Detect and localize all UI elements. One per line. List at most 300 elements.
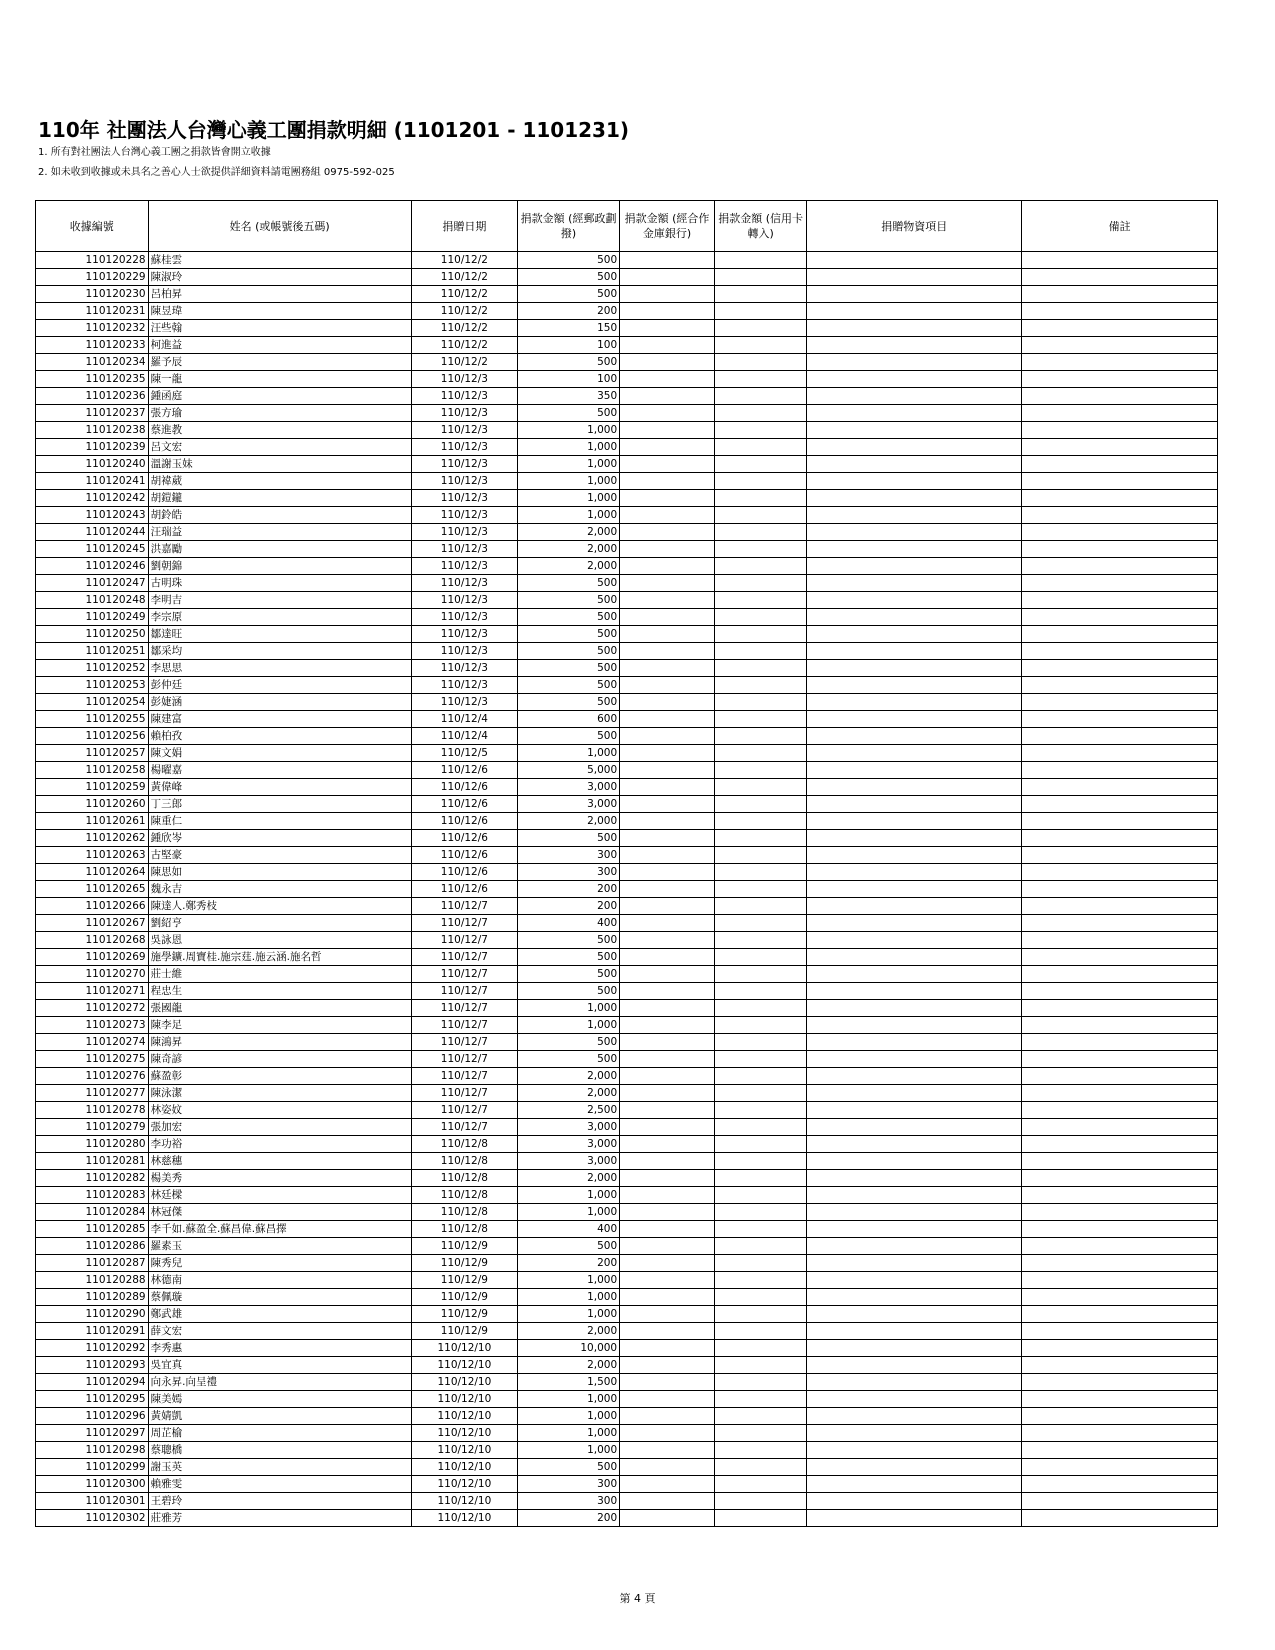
table-body [36,252,1218,1527]
table-row [36,1306,1218,1323]
cell-receipt-no: 110120270 [36,966,149,983]
cell-amount-bank [620,1187,715,1204]
cell-receipt-no: 110120242 [36,490,149,507]
cell-donation-date: 110/12/9 [411,1306,517,1323]
cell-amount-bank [620,711,715,728]
cell-donor-name: 古明珠 [148,575,411,592]
cell-donation-date: 110/12/9 [411,1272,517,1289]
cell-amount-card [714,269,807,286]
cell-amount-card [714,1306,807,1323]
table-row [36,779,1218,796]
cell-donation-date: 110/12/10 [411,1493,517,1510]
cell-amount-card [714,847,807,864]
cell-goods [807,337,1022,354]
cell-remarks [1022,847,1218,864]
cell-donor-name: 王碧玲 [148,1493,411,1510]
cell-amount-postal: 100 [518,337,620,354]
cell-amount-postal: 1,000 [518,1204,620,1221]
col-header-amount-bank: 捐款金額 (經合作金庫銀行) [620,201,715,252]
cell-donation-date: 110/12/7 [411,898,517,915]
cell-donor-name: 李千如.蘇盈全.蘇昌偉.蘇昌擇 [148,1221,411,1238]
table-row [36,915,1218,932]
cell-remarks [1022,1425,1218,1442]
cell-donor-name: 林德南 [148,1272,411,1289]
cell-receipt-no: 110120248 [36,592,149,609]
cell-amount-card [714,405,807,422]
cell-remarks [1022,439,1218,456]
cell-amount-bank [620,949,715,966]
cell-donor-name: 陳昱瑋 [148,303,411,320]
cell-donation-date: 110/12/3 [411,643,517,660]
cell-goods [807,320,1022,337]
cell-donation-date: 110/12/3 [411,388,517,405]
cell-goods [807,1204,1022,1221]
table-row [36,1204,1218,1221]
cell-receipt-no: 110120244 [36,524,149,541]
cell-remarks [1022,1408,1218,1425]
cell-remarks [1022,1255,1218,1272]
cell-donor-name: 陳重仁 [148,813,411,830]
cell-amount-card [714,1136,807,1153]
cell-amount-card [714,745,807,762]
cell-amount-postal: 100 [518,371,620,388]
cell-amount-bank [620,1340,715,1357]
cell-remarks [1022,269,1218,286]
cell-receipt-no: 110120256 [36,728,149,745]
cell-remarks [1022,1289,1218,1306]
cell-receipt-no: 110120269 [36,949,149,966]
cell-amount-card [714,1017,807,1034]
cell-remarks [1022,711,1218,728]
cell-goods [807,609,1022,626]
table-row [36,1034,1218,1051]
cell-amount-bank [620,1136,715,1153]
cell-donation-date: 110/12/2 [411,337,517,354]
cell-remarks [1022,915,1218,932]
cell-amount-card [714,507,807,524]
cell-remarks [1022,1187,1218,1204]
cell-remarks [1022,898,1218,915]
cell-amount-bank [620,1408,715,1425]
cell-remarks [1022,1272,1218,1289]
cell-amount-bank [620,779,715,796]
cell-remarks [1022,1391,1218,1408]
cell-donor-name: 李宗原 [148,609,411,626]
cell-remarks [1022,1221,1218,1238]
cell-amount-bank [620,439,715,456]
cell-remarks [1022,1102,1218,1119]
cell-amount-card [714,1323,807,1340]
table-row [36,1017,1218,1034]
cell-donation-date: 110/12/10 [411,1476,517,1493]
cell-amount-bank [620,1119,715,1136]
cell-receipt-no: 110120277 [36,1085,149,1102]
cell-amount-bank [620,252,715,269]
cell-remarks [1022,949,1218,966]
table-row [36,269,1218,286]
table-row [36,1221,1218,1238]
cell-amount-postal: 500 [518,983,620,1000]
cell-amount-card [714,422,807,439]
cell-goods [807,677,1022,694]
cell-amount-card [714,1238,807,1255]
cell-amount-postal: 500 [518,728,620,745]
cell-donation-date: 110/12/3 [411,541,517,558]
cell-goods [807,626,1022,643]
cell-amount-postal: 500 [518,1459,620,1476]
cell-goods [807,371,1022,388]
cell-donor-name: 向永昇.向呈禮 [148,1374,411,1391]
cell-donation-date: 110/12/7 [411,966,517,983]
cell-amount-bank [620,1017,715,1034]
cell-amount-bank [620,1085,715,1102]
cell-donor-name: 彭仲廷 [148,677,411,694]
cell-receipt-no: 110120301 [36,1493,149,1510]
cell-amount-postal: 500 [518,405,620,422]
cell-remarks [1022,592,1218,609]
cell-donation-date: 110/12/7 [411,1034,517,1051]
cell-amount-card [714,694,807,711]
cell-donation-date: 110/12/2 [411,320,517,337]
cell-goods [807,252,1022,269]
table-row [36,575,1218,592]
cell-goods [807,830,1022,847]
cell-amount-postal: 500 [518,269,620,286]
cell-amount-postal: 500 [518,286,620,303]
cell-amount-postal: 1,000 [518,745,620,762]
cell-amount-bank [620,745,715,762]
cell-amount-card [714,252,807,269]
cell-donation-date: 110/12/6 [411,864,517,881]
cell-goods [807,1476,1022,1493]
table-row [36,932,1218,949]
cell-goods [807,1187,1022,1204]
cell-amount-bank [620,1391,715,1408]
table-row [36,830,1218,847]
table-row [36,949,1218,966]
cell-receipt-no: 110120234 [36,354,149,371]
cell-donor-name: 汪瑞益 [148,524,411,541]
cell-receipt-no: 110120297 [36,1425,149,1442]
cell-receipt-no: 110120287 [36,1255,149,1272]
cell-amount-card [714,864,807,881]
cell-amount-card [714,1051,807,1068]
table-row [36,371,1218,388]
cell-goods [807,1442,1022,1459]
cell-donor-name: 陳思如 [148,864,411,881]
table-row [36,711,1218,728]
table-row [36,1476,1218,1493]
cell-donor-name: 汪些翰 [148,320,411,337]
cell-receipt-no: 110120288 [36,1272,149,1289]
cell-amount-bank [620,524,715,541]
table-row [36,422,1218,439]
cell-amount-card [714,1493,807,1510]
cell-donation-date: 110/12/9 [411,1323,517,1340]
cell-amount-card [714,728,807,745]
cell-remarks [1022,405,1218,422]
table-row [36,1068,1218,1085]
cell-goods [807,660,1022,677]
col-header-name: 姓名 (或帳號後五碼) [148,201,411,252]
cell-receipt-no: 110120278 [36,1102,149,1119]
cell-receipt-no: 110120232 [36,320,149,337]
cell-amount-postal: 500 [518,1238,620,1255]
table-row [36,252,1218,269]
cell-amount-postal: 3,000 [518,1136,620,1153]
cell-remarks [1022,575,1218,592]
cell-amount-postal: 2,000 [518,558,620,575]
cell-remarks [1022,1238,1218,1255]
cell-receipt-no: 110120280 [36,1136,149,1153]
cell-receipt-no: 110120286 [36,1238,149,1255]
cell-donation-date: 110/12/3 [411,422,517,439]
cell-amount-postal: 500 [518,932,620,949]
cell-amount-postal: 1,000 [518,1272,620,1289]
cell-amount-postal: 500 [518,626,620,643]
table-row [36,847,1218,864]
cell-donor-name: 蘇盈彰 [148,1068,411,1085]
cell-donation-date: 110/12/4 [411,711,517,728]
cell-amount-postal: 500 [518,1051,620,1068]
table-header-row [36,201,1218,252]
cell-receipt-no: 110120238 [36,422,149,439]
cell-donation-date: 110/12/3 [411,507,517,524]
cell-receipt-no: 110120263 [36,847,149,864]
cell-amount-postal: 1,000 [518,1425,620,1442]
table-row [36,660,1218,677]
cell-receipt-no: 110120253 [36,677,149,694]
table-row [36,1051,1218,1068]
cell-donor-name: 吳宜真 [148,1357,411,1374]
cell-donor-name: 林冠傑 [148,1204,411,1221]
table-row [36,813,1218,830]
cell-receipt-no: 110120249 [36,609,149,626]
cell-amount-card [714,1289,807,1306]
cell-donation-date: 110/12/8 [411,1204,517,1221]
cell-amount-card [714,1000,807,1017]
cell-amount-card [714,371,807,388]
cell-goods [807,1170,1022,1187]
cell-goods [807,558,1022,575]
cell-remarks [1022,1374,1218,1391]
cell-donation-date: 110/12/10 [411,1510,517,1527]
cell-donation-date: 110/12/10 [411,1391,517,1408]
cell-amount-card [714,1204,807,1221]
cell-donation-date: 110/12/2 [411,269,517,286]
cell-donation-date: 110/12/3 [411,524,517,541]
table-row [36,609,1218,626]
cell-receipt-no: 110120257 [36,745,149,762]
cell-receipt-no: 110120250 [36,626,149,643]
cell-donor-name: 呂柏昇 [148,286,411,303]
cell-goods [807,1000,1022,1017]
cell-amount-bank [620,1374,715,1391]
cell-amount-card [714,830,807,847]
cell-donor-name: 李秀惠 [148,1340,411,1357]
cell-goods [807,1085,1022,1102]
cell-amount-bank [620,269,715,286]
cell-remarks [1022,1476,1218,1493]
cell-goods [807,1136,1022,1153]
cell-amount-bank [620,1204,715,1221]
cell-donation-date: 110/12/6 [411,762,517,779]
cell-donation-date: 110/12/2 [411,354,517,371]
cell-amount-bank [620,643,715,660]
table-row [36,592,1218,609]
cell-amount-bank [620,864,715,881]
cell-goods [807,1306,1022,1323]
cell-donor-name: 鍾函庭 [148,388,411,405]
cell-remarks [1022,694,1218,711]
col-header-date: 捐贈日期 [411,201,517,252]
cell-remarks [1022,337,1218,354]
cell-donation-date: 110/12/9 [411,1238,517,1255]
cell-goods [807,303,1022,320]
cell-donor-name: 鄭武雄 [148,1306,411,1323]
cell-amount-postal: 500 [518,592,620,609]
cell-receipt-no: 110120290 [36,1306,149,1323]
cell-amount-card [714,337,807,354]
cell-goods [807,269,1022,286]
cell-remarks [1022,1136,1218,1153]
cell-amount-bank [620,1357,715,1374]
cell-amount-bank [620,1255,715,1272]
cell-remarks [1022,490,1218,507]
cell-donation-date: 110/12/10 [411,1340,517,1357]
cell-donor-name: 丁三郎 [148,796,411,813]
cell-donation-date: 110/12/7 [411,1102,517,1119]
cell-remarks [1022,422,1218,439]
cell-donation-date: 110/12/4 [411,728,517,745]
cell-amount-postal: 3,000 [518,1153,620,1170]
cell-remarks [1022,1459,1218,1476]
cell-remarks [1022,745,1218,762]
cell-donation-date: 110/12/9 [411,1255,517,1272]
cell-amount-postal: 1,000 [518,1306,620,1323]
cell-donation-date: 110/12/7 [411,949,517,966]
cell-donor-name: 古堅豪 [148,847,411,864]
cell-donor-name: 陳文娟 [148,745,411,762]
table-row [36,1187,1218,1204]
page-number: 第 4 頁 [619,1592,656,1605]
cell-amount-bank [620,881,715,898]
cell-goods [807,1119,1022,1136]
cell-amount-postal: 500 [518,609,620,626]
cell-remarks [1022,252,1218,269]
cell-goods [807,1221,1022,1238]
cell-amount-postal: 150 [518,320,620,337]
cell-amount-bank [620,422,715,439]
cell-amount-bank [620,303,715,320]
cell-donor-name: 鍾欣岑 [148,830,411,847]
cell-amount-postal: 1,000 [518,422,620,439]
cell-donation-date: 110/12/7 [411,1119,517,1136]
cell-amount-card [714,1272,807,1289]
cell-amount-postal: 1,000 [518,473,620,490]
cell-donor-name: 黃婧凱 [148,1408,411,1425]
cell-remarks [1022,1170,1218,1187]
cell-goods [807,507,1022,524]
cell-receipt-no: 110120274 [36,1034,149,1051]
cell-amount-card [714,1476,807,1493]
cell-remarks [1022,983,1218,1000]
cell-remarks [1022,1153,1218,1170]
cell-amount-postal: 500 [518,677,620,694]
cell-remarks [1022,1306,1218,1323]
cell-donor-name: 陳泳潔 [148,1085,411,1102]
cell-amount-card [714,813,807,830]
cell-amount-postal: 300 [518,1476,620,1493]
cell-goods [807,354,1022,371]
cell-donation-date: 110/12/3 [411,371,517,388]
cell-amount-card [714,439,807,456]
cell-amount-bank [620,1510,715,1527]
cell-amount-bank [620,1153,715,1170]
cell-receipt-no: 110120230 [36,286,149,303]
cell-receipt-no: 110120228 [36,252,149,269]
cell-amount-card [714,898,807,915]
cell-amount-postal: 2,000 [518,1170,620,1187]
cell-remarks [1022,609,1218,626]
cell-remarks [1022,643,1218,660]
cell-amount-bank [620,1034,715,1051]
cell-amount-postal: 2,000 [518,541,620,558]
cell-receipt-no: 110120281 [36,1153,149,1170]
cell-amount-card [714,643,807,660]
cell-amount-postal: 300 [518,864,620,881]
cell-donor-name: 林廷樑 [148,1187,411,1204]
table-row [36,1374,1218,1391]
cell-donation-date: 110/12/9 [411,1289,517,1306]
cell-amount-postal: 350 [518,388,620,405]
table-row [36,1493,1218,1510]
table-row [36,728,1218,745]
cell-amount-bank [620,626,715,643]
cell-donor-name: 胡鈴皓 [148,507,411,524]
cell-donation-date: 110/12/3 [411,456,517,473]
table-row [36,983,1218,1000]
cell-goods [807,1034,1022,1051]
cell-goods [807,1374,1022,1391]
table-row [36,1272,1218,1289]
cell-receipt-no: 110120237 [36,405,149,422]
cell-remarks [1022,524,1218,541]
cell-donor-name: 吳詠恩 [148,932,411,949]
cell-amount-card [714,303,807,320]
cell-receipt-no: 110120251 [36,643,149,660]
cell-remarks [1022,626,1218,643]
cell-remarks [1022,507,1218,524]
cell-donor-name: 賴雅雯 [148,1476,411,1493]
cell-amount-bank [620,1221,715,1238]
cell-receipt-no: 110120260 [36,796,149,813]
cell-amount-bank [620,456,715,473]
table-row [36,320,1218,337]
cell-remarks [1022,1051,1218,1068]
cell-receipt-no: 110120233 [36,337,149,354]
cell-receipt-no: 110120267 [36,915,149,932]
cell-donor-name: 陳奇諺 [148,1051,411,1068]
cell-remarks [1022,762,1218,779]
cell-amount-card [714,1374,807,1391]
cell-receipt-no: 110120291 [36,1323,149,1340]
cell-amount-card [714,524,807,541]
cell-amount-postal: 1,000 [518,490,620,507]
cell-donation-date: 110/12/7 [411,1085,517,1102]
cell-amount-postal: 300 [518,847,620,864]
cell-amount-postal: 400 [518,915,620,932]
